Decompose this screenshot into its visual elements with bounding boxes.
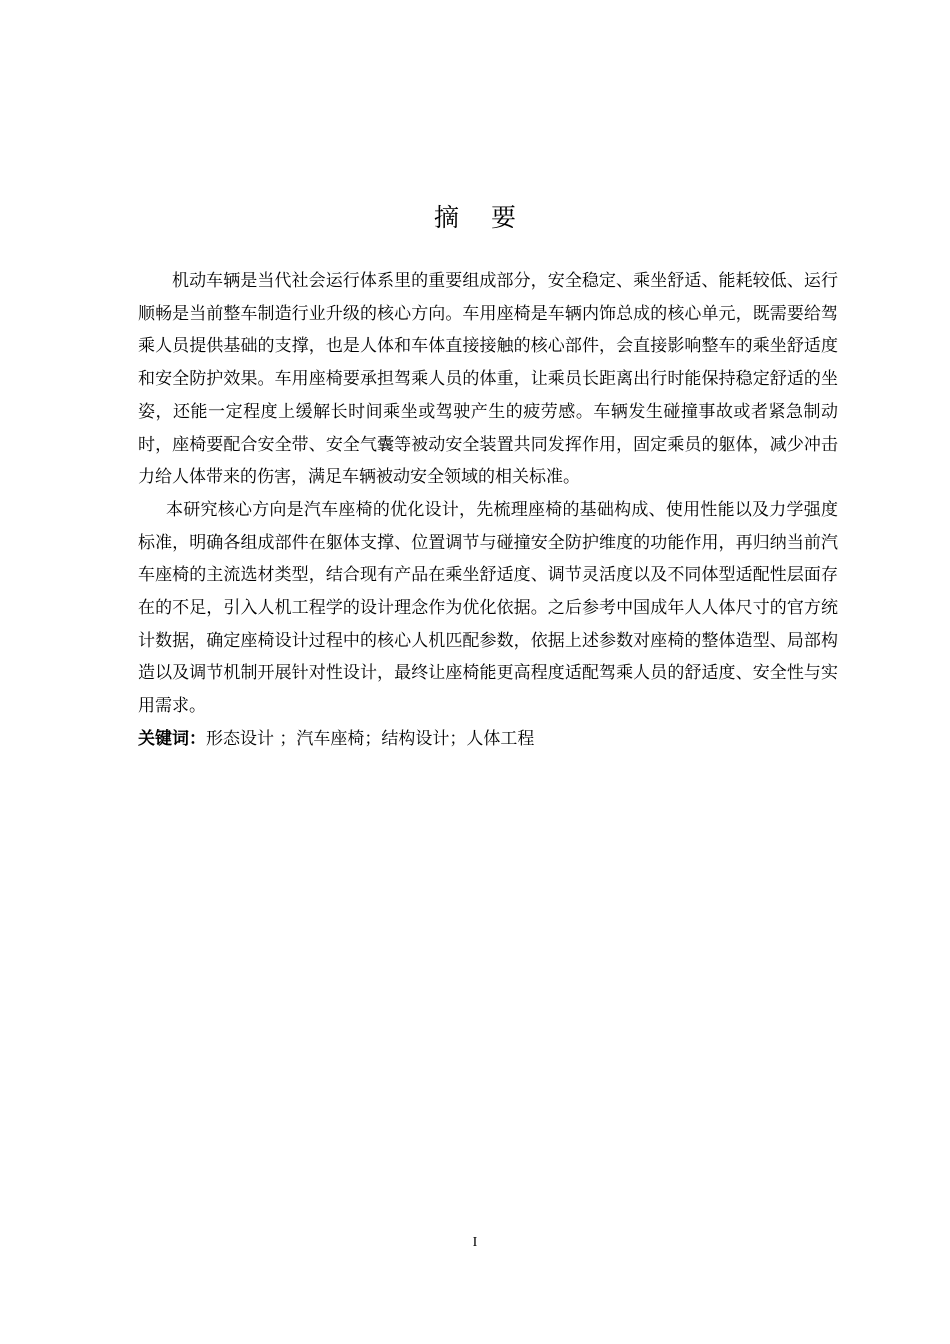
keywords-line [138, 723, 838, 756]
keywords-text: 形态设计 ；汽车座椅；结构设计；人体工程 [206, 728, 535, 749]
abstract-paragraph-2: 本研究核心方向是汽车座椅的优化设计，先梳理座椅的基础构成、使用性能以及力学强度标准，明确各组成部件在躯体支撑、位置调节与碰撞安全防护维度的功能作用，再归纳当前汽车座椅的主流选材类型，结合现有产品在乘坐舒适度、调节灵活度以及不同体型适配性层面存在的不足，引入人机工程学的设计理念作为优化依据。之后参考中国成年人人体尺寸的官方统计数据，确定座椅设计过程中的核心人机匹配参数，依据上述参数对座椅的整体造型、局部构造以及调节机制开展针对性设计，最终让座椅能更高程度适配驾乘人员的舒适度、安全性与实用需求。 [138, 499, 838, 717]
abstract-paragraph-1: 机动车辆是当代社会运行体系里的重要组成部分，安全稳定、乘坐舒适、能耗较低、运行顺畅是当前整车制造行业升级的核心方向。车用座椅是车辆内饰总成的核心单元，既需要给驾乘人员提供基础的支撑，也是人体和车体直接接触的核心部件，会直接影响整车的乘坐舒适度和安全防护效果。车用座椅要承担驾乘人员的体重，让乘员长距离出行时能保持稳定舒适的坐姿，还能一定程度上缓解长时间乘坐或驾驶产生的疲劳感。车辆发生碰撞事故或者紧急制动时，座椅要配合安全带、安全气囊等被动安全装置共同发挥作用，固定乘员的躯体，减少冲击力给人体带来的伤害，满足车辆被动安全领域的相关标准。 [138, 271, 838, 488]
abstract-body [138, 265, 838, 756]
keywords-label: 关键词： [138, 728, 206, 749]
page-title: 摘 要 [434, 203, 528, 232]
page-number: I [472, 1235, 478, 1250]
